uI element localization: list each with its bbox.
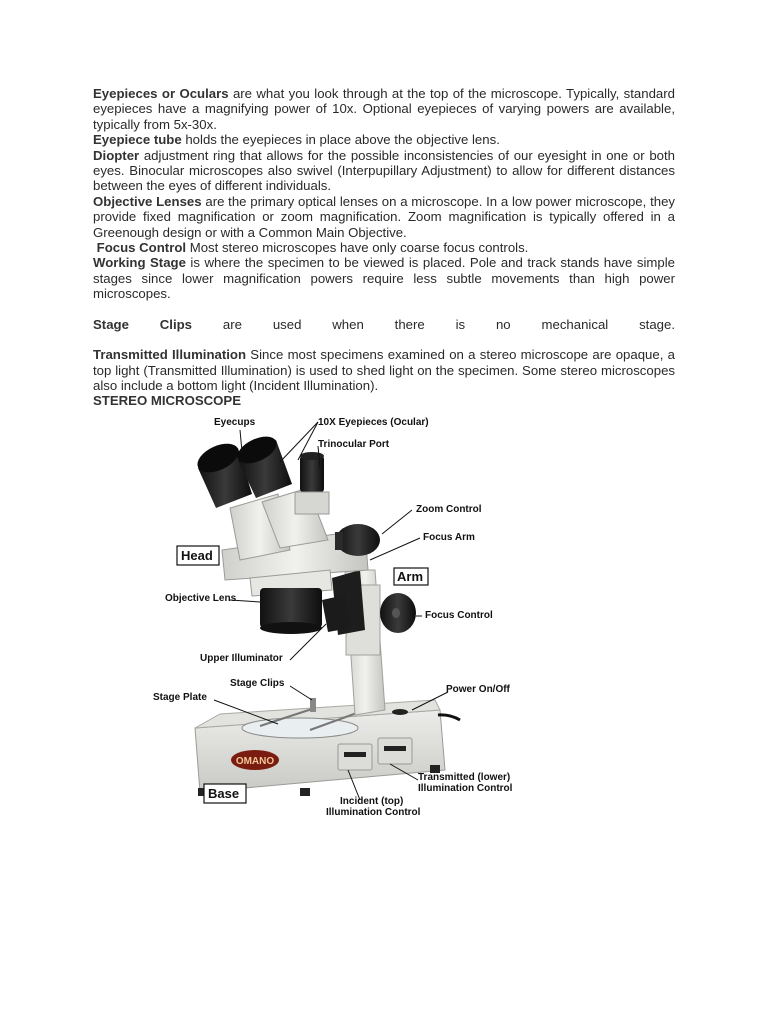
label-focus-control: Focus Control — [425, 610, 493, 621]
term: Eyepieces or Oculars — [93, 86, 229, 101]
paragraph-focus-control — [93, 240, 675, 255]
power-switch — [392, 709, 408, 715]
label-transmitted-1: Transmitted (lower) — [418, 772, 511, 783]
term: Diopter — [93, 147, 140, 163]
definition: adjustment ring that allows for the possible inconsistencies of our eyesight in one or both eyes. Binocular microscopes also swivel (Interpupillary Adjustment) to allow for different distances between the eyes of different individuals. — [93, 147, 675, 194]
paragraph-working-stage — [93, 255, 675, 301]
upper-illuminator — [322, 595, 350, 632]
paragraph-transmitted-illumination — [93, 347, 675, 393]
definition: are used when there is no mechanical stage. — [192, 316, 676, 332]
label-head: Head — [181, 548, 213, 563]
label-incident-1: Incident (top) — [340, 796, 404, 807]
stage-plate — [242, 718, 358, 738]
microscope-arm — [332, 570, 385, 715]
definition: Since most specimens examined on a stereo microscope are opaque, a top light (Transmitted Illumination) is used to shed light on the specimen. Some stereo microscopes also include a bottom light (Incident Illumination). — [93, 347, 676, 393]
definition: is where the specimen to be viewed is placed. Pole and track stands have simple stages since lower magnification powers require less subtle movements than high power microscopes. — [93, 255, 675, 302]
definition: are what you look through at the top of the microscope. Typically, standard eyepieces have a magnifying power of 10x. Optional eyepieces of varying powers are available, typically from 5x-30x. — [93, 86, 675, 132]
label-transmitted-2: Illumination Control — [418, 783, 513, 794]
section-heading: STEREO MICROSCOPE — [93, 393, 242, 409]
label-eyecups: Eyecups — [214, 417, 256, 428]
label-stage-plate: Stage Plate — [153, 692, 207, 703]
paragraph-diopter — [93, 148, 675, 194]
paragraph-eyepieces — [93, 86, 675, 132]
spacer — [93, 332, 675, 347]
term: Objective Lenses — [93, 193, 202, 209]
label-focus-arm: Focus Arm — [423, 532, 475, 543]
label-trinocular-port: Trinocular Port — [318, 439, 390, 450]
term: Transmitted Illumination — [93, 347, 247, 363]
label-eyepieces: 10X Eyepieces (Ocular) — [318, 417, 429, 428]
label-arm: Arm — [397, 569, 424, 584]
label-incident-2: Illumination Control — [326, 807, 421, 818]
label-objective-lens: Objective Lens — [165, 593, 237, 604]
paragraph-eyepiece-tube — [93, 132, 675, 147]
label-upper-illuminator: Upper Illuminator — [200, 653, 283, 664]
definition: Most stereo microscopes have only coarse focus controls. — [186, 240, 529, 256]
label-power: Power On/Off — [446, 684, 510, 695]
term: Eyepiece tube — [93, 132, 182, 148]
brand-text: OMANO — [235, 756, 275, 767]
term: Focus Control — [93, 240, 187, 256]
trinocular-port — [300, 456, 324, 492]
body-text — [93, 86, 675, 409]
spacer — [93, 302, 675, 317]
term: Stage Clips — [93, 316, 193, 332]
term: Working Stage — [93, 255, 186, 271]
label-zoom-control: Zoom Control — [416, 504, 482, 515]
paragraph-objective-lenses — [93, 194, 675, 240]
label-stage-clips: Stage Clips — [230, 678, 285, 689]
stereo-microscope-diagram — [150, 410, 540, 820]
definition: are the primary optical lenses on a microscope. In a low power microscope, they provide fixed magnification or zoom magnification. Zoom magnification is typically offered in a Greenough design or with a Common Main Objective. — [93, 193, 675, 240]
definition: holds the eyepieces in place above the objective lens. — [181, 132, 500, 148]
paragraph-stage-clips — [93, 317, 675, 332]
label-base: Base — [208, 786, 240, 801]
